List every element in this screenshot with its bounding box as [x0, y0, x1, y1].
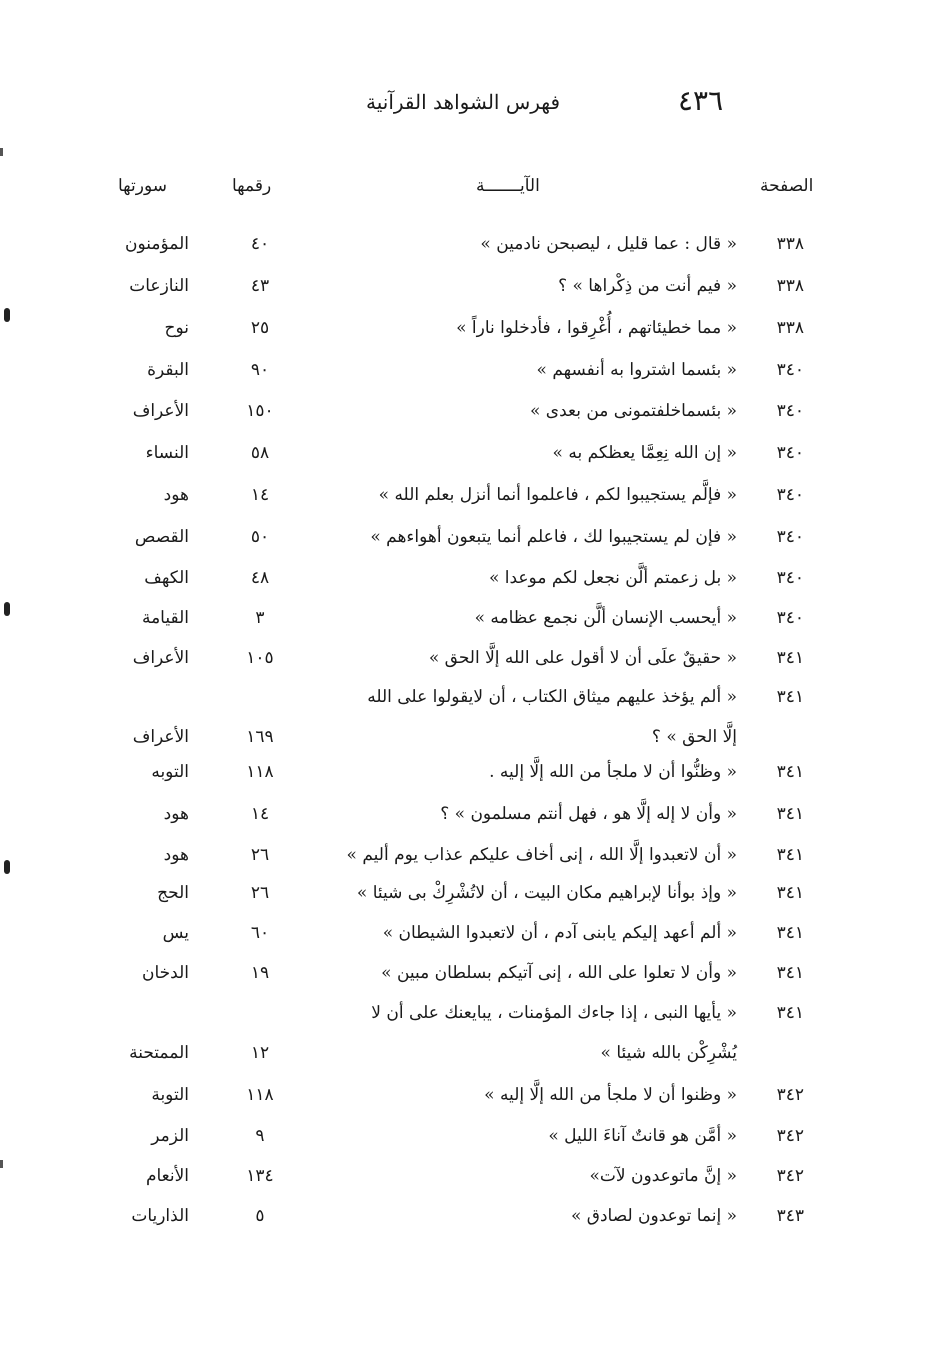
column-header-page: الصفحة — [760, 176, 814, 196]
row-ayah: « ألم يؤخذ عليهم ميثاق الكتاب ، أن لايقولوا على الله — [367, 687, 737, 707]
row-ayah-number: ١١٨ — [246, 1085, 274, 1105]
row-page: ٣٤٠ — [776, 360, 804, 380]
row-page: ٣٤٠ — [776, 485, 804, 505]
row-surah: المؤمنون — [124, 234, 189, 254]
row-ayah-number: ٣ — [255, 608, 265, 628]
row-surah: القصص — [134, 527, 189, 547]
row-page: ٣٤١ — [776, 845, 804, 865]
row-ayah: « ألم أعهد إليكم يابنى آدم ، أن لاتعبدوا الشيطان » — [382, 923, 737, 943]
row-surah: القيامة — [141, 608, 189, 628]
row-ayah-number: ٥٠ — [250, 527, 270, 547]
row-surah: نوح — [164, 318, 189, 338]
row-ayah-number: ٤٨ — [250, 568, 270, 588]
row-surah: الممتحنة — [129, 1043, 189, 1063]
row-page: ٣٣٨ — [776, 318, 804, 338]
row-surah: التوبه — [151, 762, 189, 782]
page-title: فهرس الشواهد القرآنية — [366, 90, 561, 114]
row-ayah-number: ١٩ — [250, 963, 270, 983]
row-ayah: « وأن لا إله إلَّا هو ، فهل أنتم مسلمون » ؟ — [440, 804, 737, 824]
row-ayah-number: ٤٣ — [250, 276, 270, 296]
row-page: ٣٤١ — [776, 804, 804, 824]
row-ayah: « حقيقٌ علَى أن لا أقول على الله إلَّا الحق » — [428, 648, 737, 668]
row-page: ٣٤١ — [776, 883, 804, 903]
row-page: ٣٤٠ — [776, 527, 804, 547]
row-page: ٣٤٠ — [776, 443, 804, 463]
row-ayah: « بئسماخلفتمونى من بعدى » — [529, 401, 737, 421]
row-page: ٣٤٠ — [776, 608, 804, 628]
row-ayah: « قال : عما قليل ، ليصبحن نادمين » — [480, 234, 737, 254]
row-surah: الحج — [157, 883, 189, 903]
column-header-surah: سورتها — [118, 176, 167, 196]
row-page: ٣٤١ — [776, 923, 804, 943]
row-ayah-number: ١٣٤ — [246, 1166, 274, 1186]
row-surah: الدخان — [142, 963, 189, 983]
row-surah: هود — [163, 804, 189, 824]
row-surah: هود — [163, 845, 189, 865]
row-ayah-continued: إلَّا الحق » ؟ — [651, 727, 737, 747]
margin-mark — [4, 602, 10, 616]
row-surah: هود — [163, 485, 189, 505]
row-page: ٣٤١ — [776, 687, 804, 707]
row-page: ٣٤٢ — [776, 1085, 804, 1105]
margin-mark — [4, 308, 10, 322]
row-ayah-number: ١٢ — [250, 1043, 270, 1063]
row-ayah: « فإن لم يستجيبوا لك ، فاعلم أنما يتبعون أهواءهم » — [370, 527, 737, 547]
row-surah: الزمر — [151, 1126, 189, 1146]
row-ayah: « أن لاتعبدوا إلَّا الله ، إنى أخاف عليكم عذاب يوم أليم » — [346, 845, 737, 865]
row-ayah: « وإذ بوأنا لإبراهيم مكان البيت ، أن لاتُشْرِكْ بى شيئا » — [356, 883, 737, 903]
row-ayah-number: ٩ — [255, 1126, 265, 1146]
row-ayah: « مما خطيئاتهم ، أُغْرِقوا ، فأدخلوا ناراً » — [456, 318, 737, 338]
row-ayah-number: ٩٠ — [250, 360, 270, 380]
row-ayah: « إن الله نِعِمَّا يعظكم به » — [552, 443, 737, 463]
row-page: ٣٤١ — [776, 963, 804, 983]
row-surah: الكهف — [144, 568, 189, 588]
row-page: ٣٤٢ — [776, 1166, 804, 1186]
row-surah: الأعراف — [132, 727, 189, 747]
row-ayah-number: ١٠٥ — [246, 648, 274, 668]
row-surah: الذاريات — [131, 1206, 189, 1226]
margin-tick — [0, 1160, 3, 1168]
page-number: ٤٣٦ — [678, 84, 724, 117]
row-surah: النساء — [145, 443, 189, 463]
row-ayah-number: ١٤ — [250, 485, 270, 505]
row-ayah-number: ١٤ — [250, 804, 270, 824]
row-ayah-number: ٢٦ — [250, 883, 270, 903]
row-ayah-number: ٤٠ — [250, 234, 270, 254]
row-ayah-number: ١١٨ — [246, 762, 274, 782]
row-ayah: « أيحسب الإنسان ألَّن نجمع عظامه » — [474, 608, 737, 628]
row-ayah: « وظنوا أن لا ملجأ من الله إلَّا إليه » — [484, 1085, 737, 1105]
row-ayah-number: ٦٠ — [250, 923, 270, 943]
row-ayah-number: ٢٦ — [250, 845, 270, 865]
row-ayah: « فإلَّم يستجيبوا لكم ، فاعلموا أنما أنزل بعلم الله » — [378, 485, 737, 505]
row-page: ٣٣٨ — [776, 234, 804, 254]
row-surah: الأعراف — [132, 648, 189, 668]
row-ayah-number: ١٥٠ — [246, 401, 274, 421]
row-page: ٣٤٠ — [776, 568, 804, 588]
row-ayah: « وظنُّوا أن لا ملجأ من الله إلَّا إليه . — [489, 762, 737, 782]
row-ayah: « وأن لا تعلوا على الله ، إنى آتيكم بسلطان مبين » — [381, 963, 737, 983]
row-page: ٣٤٣ — [776, 1206, 804, 1226]
row-surah: التوبة — [151, 1085, 189, 1105]
row-page: ٣٤١ — [776, 1003, 804, 1023]
row-surah: الأعراف — [132, 401, 189, 421]
row-surah: يس — [162, 923, 189, 943]
row-ayah-number: ١٦٩ — [246, 727, 274, 747]
row-ayah: « إنَّ ماتوعدون لآت» — [589, 1166, 737, 1186]
row-ayah-number: ٥٨ — [250, 443, 270, 463]
margin-mark — [4, 860, 10, 874]
row-ayah: « أمَّن هو قانتٌ آناءَ الليل » — [548, 1126, 737, 1146]
row-surah: النازعات — [129, 276, 189, 296]
column-header-ayah: الآيـــــــة — [476, 176, 540, 196]
row-page: ٣٤١ — [776, 648, 804, 668]
row-page: ٣٤٠ — [776, 401, 804, 421]
row-ayah: « بئسما اشتروا به أنفسهم » — [536, 360, 737, 380]
row-ayah-number: ٢٥ — [250, 318, 270, 338]
row-page: ٣٣٨ — [776, 276, 804, 296]
row-ayah: « إنما توعدون لصادق » — [570, 1206, 737, 1226]
row-surah: الأنعام — [145, 1166, 189, 1186]
row-ayah: « يأيها النبى ، إذا جاءك المؤمنات ، يبايعنك على أن لا — [371, 1003, 737, 1023]
row-ayah-continued: يُشْرِكْن بالله شيئا » — [600, 1043, 737, 1063]
row-page: ٣٤١ — [776, 762, 804, 782]
row-surah: البقرة — [147, 360, 189, 380]
margin-tick — [0, 148, 3, 156]
column-header-number: رقمها — [232, 176, 272, 196]
row-ayah-number: ٥ — [255, 1206, 265, 1226]
row-ayah: « فيم أنت من ذِكْراها » ؟ — [558, 276, 737, 296]
row-ayah: « بل زعمتم ألَّن نجعل لكم موعدا » — [488, 568, 737, 588]
row-page: ٣٤٢ — [776, 1126, 804, 1146]
